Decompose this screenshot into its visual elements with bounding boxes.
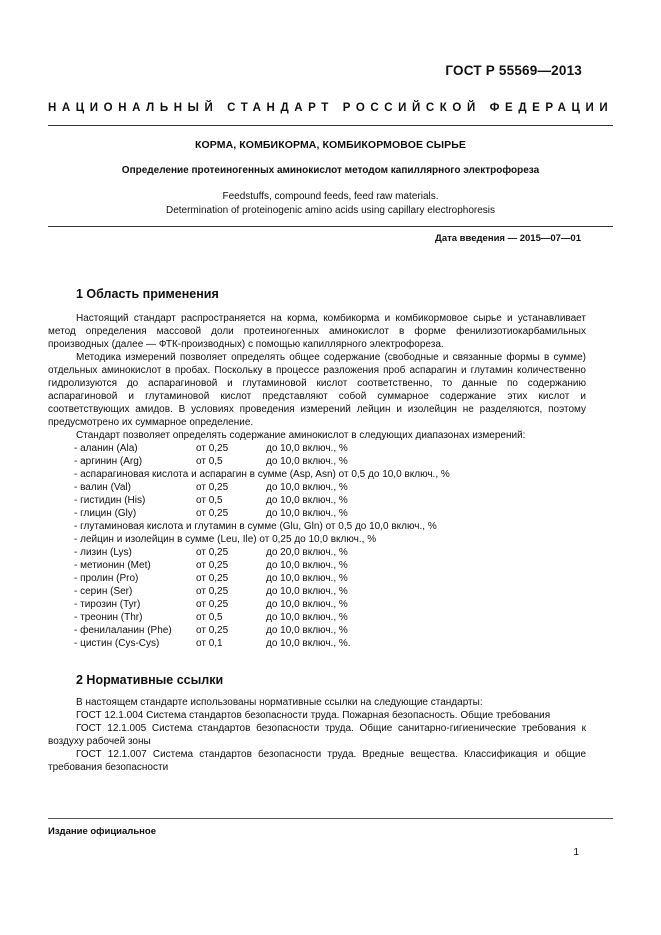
intro-date: Дата введения — 2015—07—01 — [435, 233, 581, 244]
national-standard-banner: НАЦИОНАЛЬНЫЙ СТАНДАРТ РОССИЙСКОЙ ФЕДЕРАЦИИ — [48, 102, 614, 114]
normative-reference: ГОСТ 12.1.004 Система стандартов безопасности труда. Пожарная безопасность. Общие требования — [76, 710, 551, 721]
range-item: - валин (Val) от 0,25 до 10,0 включ., % — [74, 482, 348, 493]
top-divider — [48, 125, 613, 126]
measurement-range-list — [48, 442, 586, 650]
range-item: - пролин (Pro) от 0,25 до 10,0 включ., % — [74, 573, 348, 584]
normative-reference: ГОСТ 12.1.005 Система стандартов безопасности труда. Общие санитарно-гигиенические требования к воздуху рабочей зоны — [48, 723, 586, 747]
document-title: КОРМА, КОМБИКОРМА, КОМБИКОРМОВОЕ СЫРЬЕ — [194, 139, 467, 151]
range-item: - фенилаланин (Phe) от 0,25 до 10,0 включ., % — [74, 625, 348, 636]
range-item: - аспарагиновая кислота и аспарагин в сумме (Asp, Asn) от 0,5 до 10,0 включ., % — [74, 469, 450, 480]
section-2-heading: 2 Нормативные ссылки — [76, 673, 224, 687]
title-divider — [48, 226, 613, 227]
footer-divider — [48, 818, 613, 819]
range-item: - глутаминовая кислота и глутамин в сумме (Glu, Gln) от 0,5 до 10,0 включ., % — [74, 521, 437, 532]
normative-reference: ГОСТ 12.1.007 Система стандартов безопасности труда. Вредные вещества. Классификация и общие требования безопасности — [48, 749, 586, 773]
range-item: - аргинин (Arg) от 0,5 до 10,0 включ., % — [74, 456, 348, 467]
range-item: - лейцин и изолейцин в сумме (Leu, Ile) от 0,25 до 10,0 включ., % — [74, 534, 377, 545]
english-title — [48, 190, 613, 218]
range-item: - лизин (Lys) от 0,25 до 20,0 включ., % — [74, 547, 348, 558]
section-1-paragraph-3: Стандарт позволяет определять содержание аминокислот в следующих диапазонах измерений: — [76, 430, 526, 441]
section-1-body — [48, 312, 586, 650]
range-item: - тирозин (Tyr) от 0,25 до 10,0 включ., % — [74, 599, 348, 610]
section-1-paragraph-2: Методика измерений позволяет определять общее содержание (свободные и связанные формы в сумме) отдельных аминокислот в пробах. Поскольку в процессе разложения проб аспарагин и глутамин количественно гидролизуются до аспарагиновой и глутаминовой кислот соответственно, то данные по содержанию аспарагиновой и глутаминовой кислот представляют собой суммарное содержание этих кислот и соответствующих амидов. В условиях проведения измерений лейцин и изолейцин не разделяются, поэтому предусмотрено их суммарное определение. — [48, 352, 586, 428]
section-1-paragraph-1: Настоящий стандарт распространяется на корма, комбикорма и комбикормовое сырье и устанавливает метод определения массовой доли протеиногенных аминокислот в форме фенилизотиокарбамильных производных (далее — ФТК-производных) с помощью капиллярного электрофореза. — [48, 313, 586, 350]
page-number: 1 — [573, 847, 579, 858]
range-item: - цистин (Cys-Cys) от 0,1 до 10,0 включ., %. — [74, 638, 351, 649]
section-2-paragraph-1: В настоящем стандарте использованы нормативные ссылки на следующие стандарты: — [76, 697, 483, 708]
range-item: - гистидин (His) от 0,5 до 10,0 включ., % — [74, 495, 348, 506]
range-item: - аланин (Ala) от 0,25 до 10,0 включ., % — [74, 443, 348, 454]
gost-number: ГОСТ Р 55569—2013 — [445, 63, 582, 78]
range-item: - глицин (Gly) от 0,25 до 10,0 включ., % — [74, 508, 348, 519]
range-item: - метионин (Met) от 0,25 до 10,0 включ., % — [74, 560, 348, 571]
english-title-line-1: Feedstuffs, compound feeds, feed raw materials. — [222, 191, 439, 202]
range-item: - серин (Ser) от 0,25 до 10,0 включ., % — [74, 586, 348, 597]
range-item: - треонин (Thr) от 0,5 до 10,0 включ., % — [74, 612, 348, 623]
section-2-body — [48, 696, 586, 774]
section-1-heading: 1 Область применения — [76, 287, 219, 301]
document-subtitle: Определение протеиногенных аминокислот методом капиллярного электрофореза — [121, 165, 540, 176]
official-edition-label: Издание официальное — [48, 826, 156, 837]
english-title-line-2: Determination of proteinogenic amino acids using capillary electrophoresis — [165, 205, 496, 216]
